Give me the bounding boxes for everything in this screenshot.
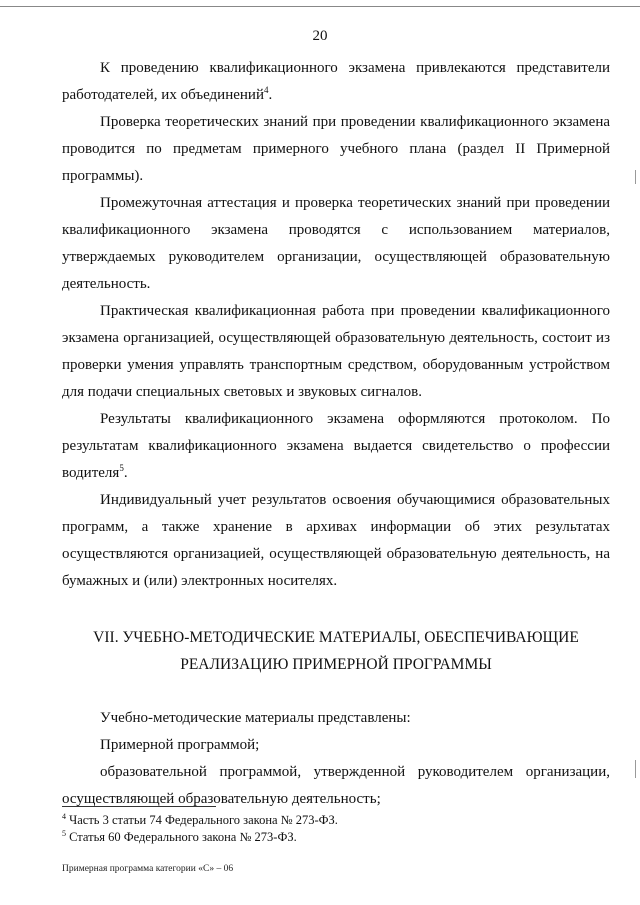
- scan-mark: [635, 760, 636, 778]
- paragraph: Проверка теоретических знаний при проведении квалификационного экзамена проводится по предметам примерного учебного плана (раздел II Примерной программы).: [62, 114, 610, 184]
- section-title: [62, 624, 610, 678]
- footnotes: [62, 812, 602, 846]
- scan-mark: [635, 170, 636, 184]
- top-border-line: [0, 6, 640, 7]
- section-title-line: VII. УЧЕБНО-МЕТОДИЧЕСКИЕ МАТЕРИАЛЫ, ОБЕСПЕЧИВАЮЩИЕ: [93, 629, 579, 646]
- footnote-mark: 4: [62, 812, 66, 821]
- footnote: $^4$ Часть 3 статьи 74 Федерального закона № 273-ФЗ.: [62, 812, 338, 827]
- list-item: Примерной программой;: [100, 737, 260, 753]
- paragraph: Практическая квалификационная работа при проведении квалификационного экзамена организацией, осуществляющей образовательную деятельность, состоит из проверки умения управлять транспортным средством, оборудованным устройством для подачи специальных световых и звуковых сигналов.: [62, 303, 610, 400]
- footnote-mark: 5: [62, 829, 66, 838]
- footnote-separator: [62, 806, 216, 807]
- materials-list: [62, 705, 610, 813]
- paragraph: К проведению квалификационного экзамена привлекаются представители работодателей, их объединений$^4$.: [62, 60, 610, 103]
- paragraph: Индивидуальный учет результатов освоения обучающимися образовательных программ, а также хранение в архивах информации об этих результатах осуществляются организацией, осуществляющей образовательную деятельность, на бумажных и (или) электронных носителях.: [62, 492, 610, 589]
- paragraph: Результаты квалификационного экзамена оформляются протоколом. По результатам квалификационного экзамена выдается свидетельство о профессии водителя$^5$.: [62, 411, 610, 481]
- paragraph: Промежуточная аттестация и проверка теоретических знаний при проведении квалификационного экзамена проводятся с использованием материалов, утверждаемых руководителем организации, осуществляющей образовательную деятельность.: [62, 195, 610, 292]
- footnote-ref: 5: [119, 463, 124, 473]
- page-number: 20: [312, 28, 328, 44]
- footnote-ref: 4: [263, 85, 269, 95]
- list-item: Учебно-методические материалы представлены:: [100, 710, 411, 726]
- section-title-line: РЕАЛИЗАЦИЮ ПРИМЕРНОЙ ПРОГРАММЫ: [180, 656, 492, 673]
- page-footer: Примерная программа категории «C» – 06: [62, 864, 234, 874]
- list-item: образовательной программой, утвержденной руководителем организации, осуществляющей образовательную деятельность;: [62, 764, 610, 807]
- document-body: [62, 55, 610, 813]
- footnote: $^5$ Статья 60 Федерального закона № 273-ФЗ.: [62, 829, 297, 844]
